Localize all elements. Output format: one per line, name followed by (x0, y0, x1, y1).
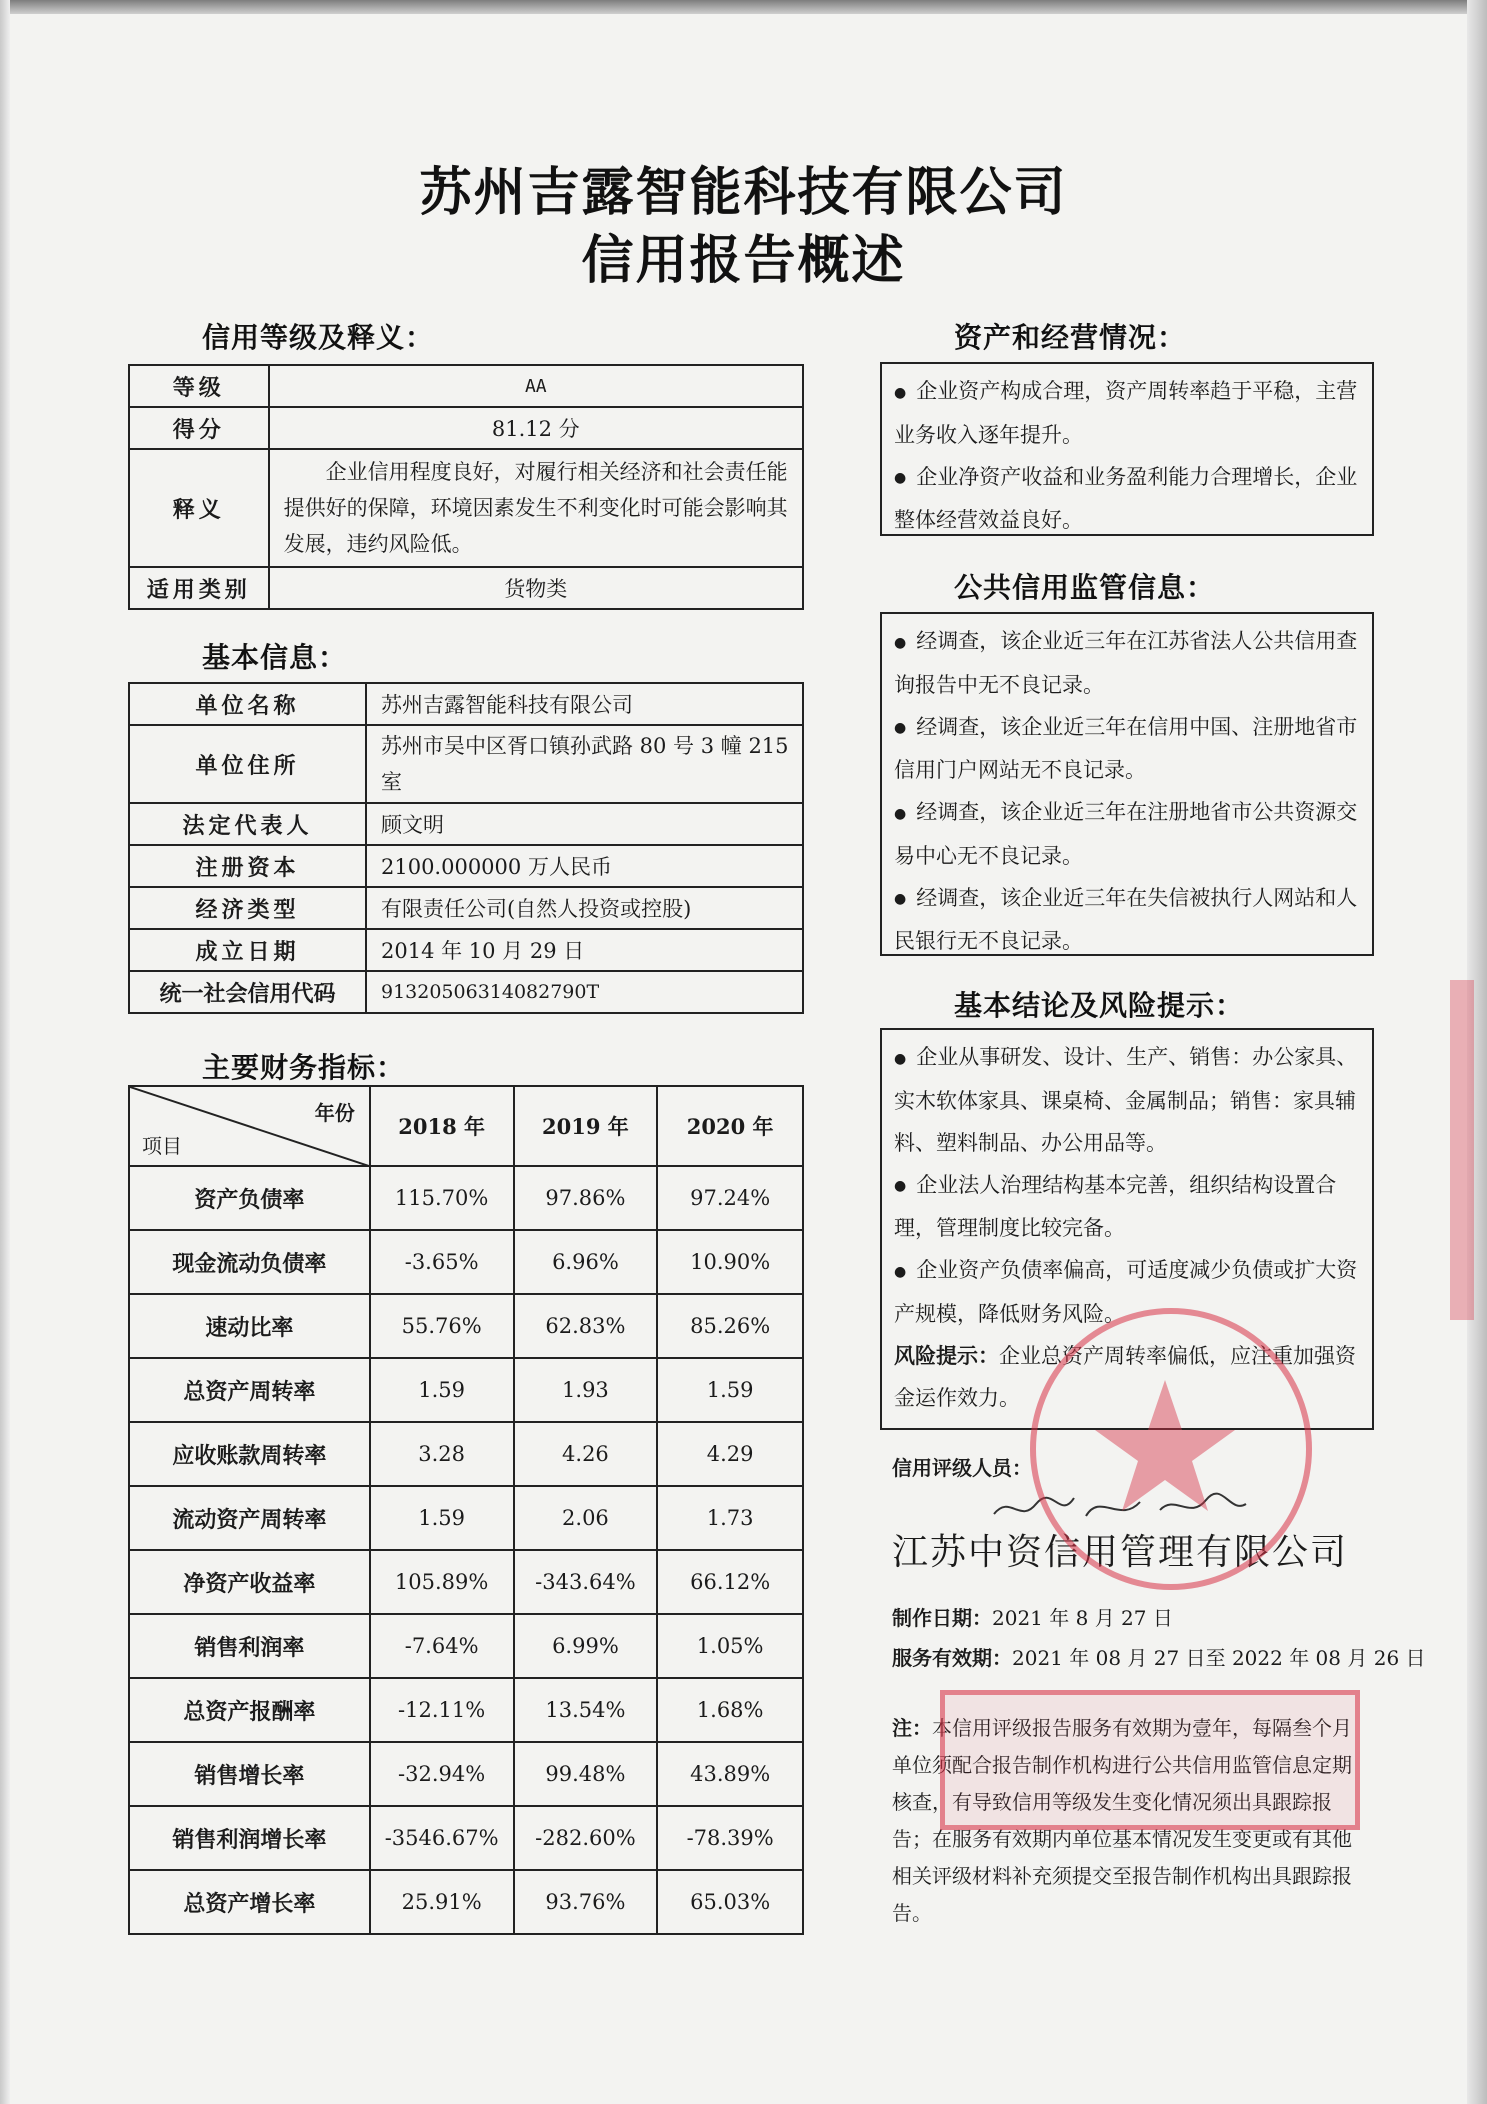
bullet-item: ● 企业资产构成合理，资产周转率趋于平稳，主营业务收入逐年提升。 (894, 379, 1358, 447)
finance-table (128, 1085, 804, 1935)
corner-item-label: 项目 (142, 1134, 182, 1158)
credit-code-value: 91320506314082790T (366, 971, 803, 1013)
finance-item: 速动比率 (129, 1294, 370, 1358)
finance-item: 总资产增长率 (129, 1870, 370, 1934)
finance-value: 62.83% (514, 1294, 658, 1358)
capital-label: 注册资本 (129, 845, 366, 887)
bullet-item: ● 经调查，该企业近三年在信用中国、注册地省市信用门户网站无不良记录。 (894, 714, 1358, 782)
rater-label: 信用评级人员： (892, 1456, 1032, 1480)
public-credit-box (880, 612, 1374, 956)
finance-row (129, 1358, 803, 1422)
finance-value: 1.93 (514, 1358, 658, 1422)
finance-value: 1.68% (657, 1678, 803, 1742)
bullet-item: ● 企业法人治理结构基本完善，组织结构设置合理，管理制度比较完备。 (894, 1172, 1337, 1240)
finance-value: -282.60% (514, 1806, 658, 1870)
basic-info-heading: 基本信息： (202, 641, 348, 674)
address-value: 苏州市吴中区胥口镇孙武路 80 号 3 幢 215 室 (366, 725, 803, 803)
finance-value: 85.26% (657, 1294, 803, 1358)
finance-value: -12.11% (370, 1678, 514, 1742)
finance-value: 4.29 (657, 1422, 803, 1486)
finance-value: 93.76% (514, 1870, 658, 1934)
footnote-label: 注： (892, 1716, 932, 1740)
finance-item: 资产负债率 (129, 1166, 370, 1230)
finance-row (129, 1294, 803, 1358)
bullet-item: ● 企业资产负债率偏高，可适度减少负债或扩大资产规模，降低财务风险。 (894, 1258, 1358, 1326)
risk-label: 风险提示： (894, 1343, 999, 1368)
finance-value: 13.54% (514, 1678, 658, 1742)
public-credit-heading: 公共信用监管信息： (954, 571, 1216, 604)
finance-value: 25.91% (370, 1870, 514, 1934)
scan-edge-left (0, 0, 10, 2104)
finance-value: 6.99% (514, 1614, 658, 1678)
finance-value: 1.05% (657, 1614, 803, 1678)
finance-value: 1.59 (370, 1358, 514, 1422)
valid-period-line (892, 1642, 1426, 1671)
finance-value: 43.89% (657, 1742, 803, 1806)
finance-row (129, 1806, 803, 1870)
finance-value: 1.73 (657, 1486, 803, 1550)
service-stamp-rect (940, 1690, 1360, 1830)
finance-row (129, 1550, 803, 1614)
conclusion-heading: 基本结论及风险提示： (954, 989, 1245, 1022)
finance-value: -78.39% (657, 1806, 803, 1870)
finance-item: 销售增长率 (129, 1742, 370, 1806)
capital-value: 2100.000000 万人民币 (366, 845, 803, 887)
bullet-dot-icon: ● (894, 1050, 907, 1067)
finance-item: 总资产周转率 (129, 1358, 370, 1422)
finance-row (129, 1870, 803, 1934)
valid-period-value: 2021 年 08 月 27 日至 2022 年 08 月 26 日 (1012, 1646, 1426, 1670)
assets-heading: 资产和经营情况： (954, 321, 1187, 354)
grade-value: AA (269, 365, 803, 407)
company-name-value: 苏州吉露智能科技有限公司 (366, 683, 803, 725)
bullet-item: ● 企业从事研发、设计、生产、销售：办公家具、实木软体家具、课桌椅、金属制品；销售：家具辅料、塑料制品、办公用品等。 (894, 1045, 1358, 1155)
footnote-text: 本信用评级报告服务有效期为壹年，每隔叁个月单位须配合报告制作机构进行公共信用监管信息定期核查，有导致信用等级发生变化情况须出具跟踪报告；在服务有效期内单位基本情况发生变更或有其他相关评级材料补充须提交至报告制作机构出具跟踪报告。 (892, 1716, 1352, 1925)
bullet-dot-icon: ● (894, 384, 907, 401)
finance-item: 现金流动负债率 (129, 1230, 370, 1294)
company-name-label: 单位名称 (129, 683, 366, 725)
founded-value: 2014 年 10 月 29 日 (366, 929, 803, 971)
category-label: 适用类别 (129, 567, 269, 609)
finance-value: 4.26 (514, 1422, 658, 1486)
econ-type-label: 经济类型 (129, 887, 366, 929)
finance-value: 55.76% (370, 1294, 514, 1358)
finance-value: 99.48% (514, 1742, 658, 1806)
finance-row (129, 1486, 803, 1550)
finance-row (129, 1614, 803, 1678)
legal-rep-label: 法定代表人 (129, 803, 366, 845)
score-label: 得分 (129, 407, 269, 449)
made-date-label: 制作日期： (892, 1606, 992, 1630)
finance-row (129, 1678, 803, 1742)
bullet-item: ● 企业净资产收益和业务盈利能力合理增长，企业整体经营效益良好。 (894, 464, 1358, 532)
category-value: 货物类 (269, 567, 803, 609)
year-header: 2020 年 (657, 1086, 803, 1166)
finance-value: 3.28 (370, 1422, 514, 1486)
finance-row (129, 1742, 803, 1806)
made-date-value: 2021 年 8 月 27 日 (992, 1606, 1173, 1630)
made-date-line (892, 1602, 1173, 1631)
finance-value: 65.03% (657, 1870, 803, 1934)
finance-item: 净资产收益率 (129, 1550, 370, 1614)
legal-rep-value: 顾文明 (366, 803, 803, 845)
scan-edge-top (0, 0, 1487, 14)
finance-item: 应收账款周转率 (129, 1422, 370, 1486)
company-seal-circle (1030, 1308, 1312, 1590)
finance-value: 1.59 (657, 1358, 803, 1422)
finance-value: -3.65% (370, 1230, 514, 1294)
bullet-dot-icon: ● (894, 1263, 907, 1280)
risk-text: 企业总资产周转率偏低，应注重加强资金运作效力。 (894, 1343, 1356, 1410)
finance-corner-cell (129, 1086, 370, 1166)
bullet-item: ● 经调查，该企业近三年在注册地省市公共资源交易中心无不良记录。 (894, 800, 1358, 868)
agency-name: 江苏中资信用管理有限公司 (892, 1532, 1349, 1573)
finance-value: -3546.67% (370, 1806, 514, 1870)
finance-row (129, 1166, 803, 1230)
finance-value: -32.94% (370, 1742, 514, 1806)
finance-value: 105.89% (370, 1550, 514, 1614)
bullet-item: ● 经调查，该企业近三年在失信被执行人网站和人民银行无不良记录。 (894, 885, 1358, 953)
finance-row (129, 1422, 803, 1486)
finance-item: 销售利润增长率 (129, 1806, 370, 1870)
bullet-dot-icon: ● (894, 720, 907, 736)
meaning-value: 企业信用程度良好，对履行相关经济和社会责任能提供好的保障，环境因素发生不利变化时可能会影响其发展，违约风险低。 (269, 449, 803, 567)
finance-value: 66.12% (657, 1550, 803, 1614)
bullet-dot-icon: ● (894, 805, 907, 822)
seam-seal-fragment (1450, 980, 1474, 1320)
finance-value: 2.06 (514, 1486, 658, 1550)
bullet-item: ● 经调查，该企业近三年在江苏省法人公共信用查询报告中无不良记录。 (894, 629, 1358, 697)
year-header: 2018 年 (370, 1086, 514, 1166)
bullet-dot-icon: ● (894, 1178, 907, 1194)
econ-type-value: 有限责任公司(自然人投资或控股) (366, 887, 803, 929)
report-title-overview: 信用报告概述 (581, 230, 906, 291)
finance-value: 10.90% (657, 1230, 803, 1294)
assets-box (880, 362, 1374, 536)
finance-value: 97.24% (657, 1166, 803, 1230)
meaning-label: 释义 (129, 449, 269, 567)
bullet-dot-icon: ● (894, 891, 907, 907)
basic-info-table (128, 682, 804, 1014)
year-header: 2019 年 (514, 1086, 658, 1166)
finance-heading: 主要财务指标： (202, 1051, 406, 1084)
bullet-dot-icon: ● (894, 470, 907, 486)
credit-grade-heading: 信用等级及释义： (202, 321, 435, 354)
address-label: 单位住所 (129, 725, 366, 803)
valid-period-label: 服务有效期： (892, 1646, 1012, 1670)
finance-value: 1.59 (370, 1486, 514, 1550)
finance-value: -7.64% (370, 1614, 514, 1678)
grade-label: 等级 (129, 365, 269, 407)
finance-item: 总资产报酬率 (129, 1678, 370, 1742)
finance-row (129, 1230, 803, 1294)
finance-value: 97.86% (514, 1166, 658, 1230)
report-title-company: 苏州吉露智能科技有限公司 (419, 162, 1068, 223)
finance-item: 销售利润率 (129, 1614, 370, 1678)
corner-year-label: 年份 (314, 1101, 355, 1125)
finance-item: 流动资产周转率 (129, 1486, 370, 1550)
score-value: 81.12 分 (269, 407, 803, 449)
finance-value: -343.64% (514, 1550, 658, 1614)
credit-grade-table (128, 364, 804, 610)
founded-label: 成立日期 (129, 929, 366, 971)
bullet-dot-icon: ● (894, 634, 907, 651)
finance-value: 6.96% (514, 1230, 658, 1294)
credit-code-label: 统一社会信用代码 (129, 971, 366, 1013)
finance-value: 115.70% (370, 1166, 514, 1230)
